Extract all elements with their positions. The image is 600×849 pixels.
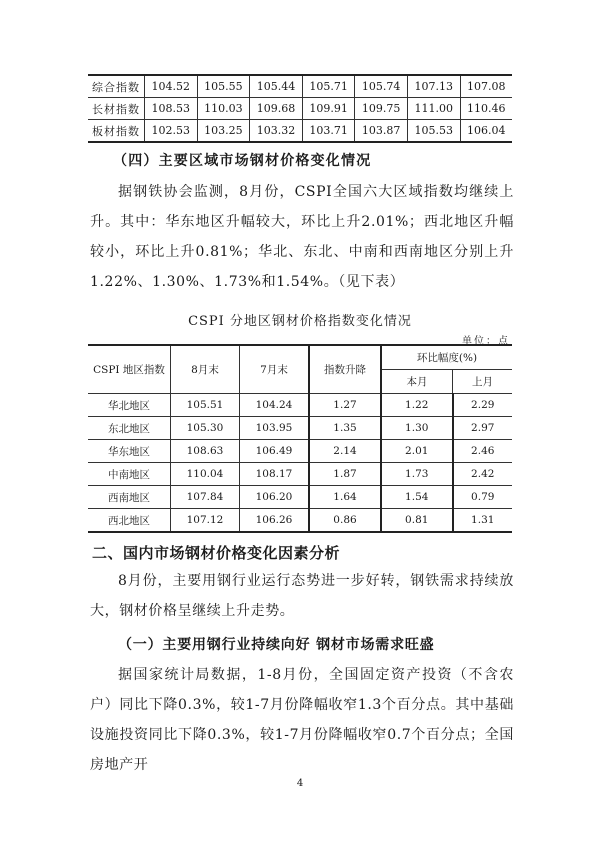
cell-region: 中南地区	[88, 463, 171, 486]
cell-last: 2.29	[453, 394, 513, 417]
col-header-this-month: 本月	[381, 370, 453, 394]
cell-aug: 105.30	[171, 417, 240, 440]
cell-jul: 103.95	[240, 417, 310, 440]
cell-aug: 110.04	[171, 463, 240, 486]
paragraph-investment-stats: 据国家统计局数据，1-8月份，全国固定资产投资（不含农户）同比下降0.3%，较1-7月份降幅收窄1.3个百分点。其中基础设施投资同比下降0.3%，较1-7月份降幅收窄0.7个百分点；全国房地产开	[90, 667, 514, 773]
region-price-index-table	[88, 344, 512, 533]
cell-this: 0.81	[381, 509, 453, 533]
cell-region: 西南地区	[88, 486, 171, 509]
table-row	[88, 417, 512, 440]
row-label: 长材指数	[88, 98, 145, 120]
table-cell: 109.91	[302, 98, 355, 120]
table-cell: 103.25	[197, 120, 250, 143]
table-cell: 109.68	[250, 98, 303, 120]
table-cell: 110.46	[460, 98, 512, 120]
region-table-title: CSPI 分地区钢材价格指数变化情况	[188, 314, 412, 329]
table-row	[88, 440, 512, 463]
table-cell: 105.55	[197, 75, 250, 98]
cell-aug: 107.12	[171, 509, 240, 533]
cell-last: 2.97	[453, 417, 513, 440]
col-header-mom: 环比幅度(%)	[381, 345, 512, 370]
table-cell: 105.44	[250, 75, 303, 98]
table-row	[88, 98, 512, 120]
cell-this: 1.54	[381, 486, 453, 509]
table-row	[88, 486, 512, 509]
cell-aug: 105.51	[171, 394, 240, 417]
section-4-heading: （四）主要区域市场钢材价格变化情况	[113, 153, 372, 169]
paragraph-regional-summary: 据钢铁协会监测，8月份，CSPI全国六大区域指数均继续上升。其中：华东地区升幅较大，环比上升2.01%；西北地区升幅较小，环比上升0.81%；华北、东北、中南和西南地区分别上升1.22%、1.30%、1.73%和1.54%。（见下表）	[90, 184, 514, 290]
cell-change: 1.64	[309, 486, 381, 509]
table-cell: 102.53	[145, 120, 198, 143]
table-cell: 105.71	[302, 75, 355, 98]
table-cell: 106.04	[460, 120, 512, 143]
price-index-table-continued	[88, 74, 512, 143]
col-header-region: CSPI 地区指数	[88, 345, 171, 394]
cell-aug: 107.84	[171, 486, 240, 509]
cell-change: 2.14	[309, 440, 381, 463]
table-row	[88, 394, 512, 417]
cell-region: 西北地区	[88, 509, 171, 533]
cell-change: 1.87	[309, 463, 381, 486]
table-cell: 103.71	[302, 120, 355, 143]
table-cell: 105.53	[407, 120, 460, 143]
region-table-unit: 单位：点	[462, 336, 510, 347]
cell-last: 1.31	[453, 509, 513, 533]
cell-last: 2.42	[453, 463, 513, 486]
col-header-last-month: 上月	[453, 370, 513, 394]
table-cell: 109.75	[355, 98, 408, 120]
cell-jul: 106.49	[240, 440, 310, 463]
table-row	[88, 75, 512, 98]
paragraph-factors-intro: 8月份，主要用钢行业运行态势进一步好转，钢铁需求持续放大，钢材价格呈继续上升走势。	[90, 573, 514, 619]
cell-change: 1.27	[309, 394, 381, 417]
cell-change: 1.35	[309, 417, 381, 440]
cell-this: 2.01	[381, 440, 453, 463]
col-header-change: 指数升降	[309, 345, 381, 394]
table-cell: 105.74	[355, 75, 408, 98]
cell-jul: 104.24	[240, 394, 310, 417]
table-cell: 108.53	[145, 98, 198, 120]
col-header-aug-end: 8月末	[171, 345, 240, 394]
cell-this: 1.73	[381, 463, 453, 486]
cell-jul: 108.17	[240, 463, 310, 486]
table-row	[88, 509, 512, 533]
table-row	[88, 463, 512, 486]
cell-jul: 106.26	[240, 509, 310, 533]
table-cell: 107.13	[407, 75, 460, 98]
cell-this: 1.22	[381, 394, 453, 417]
cell-aug: 108.63	[171, 440, 240, 463]
table-row	[88, 120, 512, 143]
table-cell: 110.03	[197, 98, 250, 120]
cell-region: 东北地区	[88, 417, 171, 440]
table-cell: 111.00	[407, 98, 460, 120]
table-cell: 103.32	[250, 120, 303, 143]
row-label: 板材指数	[88, 120, 145, 143]
cell-last: 2.46	[453, 440, 513, 463]
row-label: 综合指数	[88, 75, 145, 98]
cell-last: 0.79	[453, 486, 513, 509]
cell-jul: 106.20	[240, 486, 310, 509]
table-cell: 103.87	[355, 120, 408, 143]
subsection-1-heading: （一）主要用钢行业持续向好 钢材市场需求旺盛	[118, 637, 435, 653]
cell-region: 华东地区	[88, 440, 171, 463]
cell-this: 1.30	[381, 417, 453, 440]
col-header-jul-end: 7月末	[240, 345, 310, 394]
cell-region: 华北地区	[88, 394, 171, 417]
page-number: 4	[296, 778, 304, 789]
cell-change: 0.86	[309, 509, 381, 533]
table-cell: 107.08	[460, 75, 512, 98]
table-cell: 104.52	[145, 75, 198, 98]
section-2-heading: 二、国内市场钢材价格变化因素分析	[92, 544, 341, 562]
